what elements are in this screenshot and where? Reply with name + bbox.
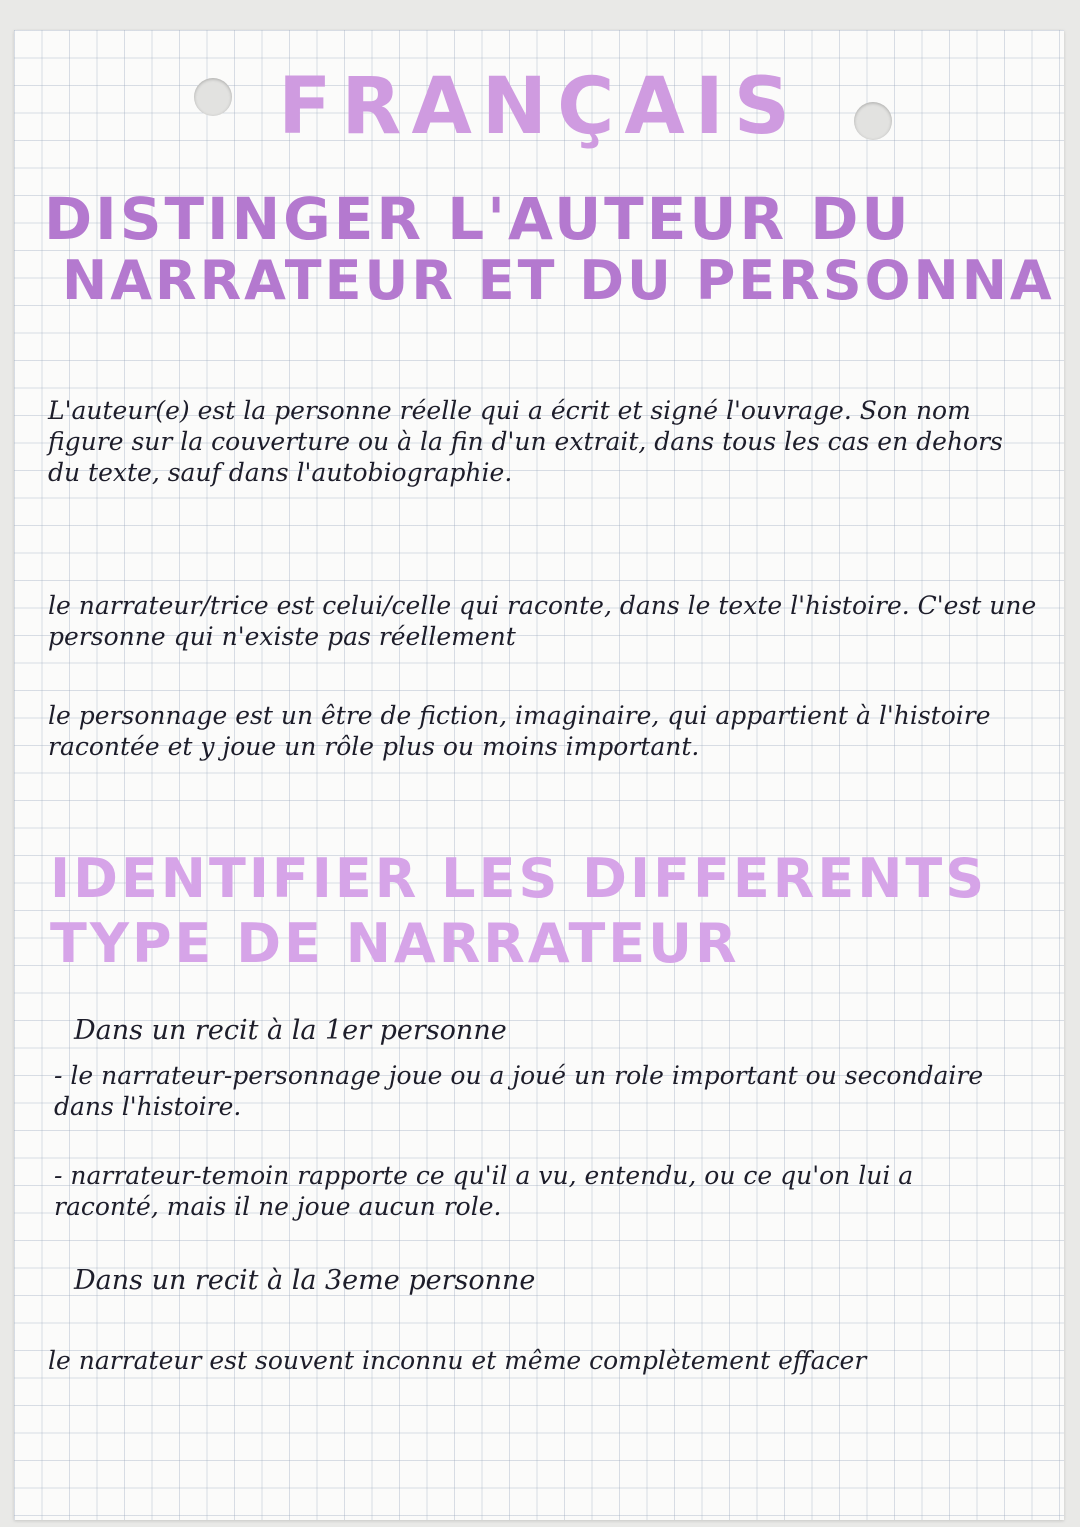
list-item-narrator-witness: - narrateur-temoin rapporte ce qu'il a vu, entendu, ou ce qu'on lui a raconté, mais il ne joue aucun role. (54, 1161, 914, 1221)
section-heading-distinguish-line2: NARRATEUR ET DU PERSONNA (62, 249, 1055, 312)
paragraph-character: le personnage est un être de fiction, imaginaire, qui appartient à l'histoire racontée et y joue un rôle plus ou moins important. (48, 701, 991, 761)
paragraph-narrator: le narrateur/trice est celui/celle qui raconte, dans le texte l'histoire. C'est une personne qui n'existe pas réellement (48, 591, 1037, 651)
section-heading-types-line1: IDENTIFIER LES DIFFERENTS (50, 847, 988, 910)
page-title: FRANÇAIS (278, 62, 800, 152)
paragraph-third-person: le narrateur est souvent inconnu et même complètement effacer (48, 1346, 867, 1375)
list-item-narrator-character: - le narrateur-personnage joue ou a joué un role important ou secondaire dans l'histoire. (54, 1061, 984, 1121)
third-person-label: Dans un recit à la 3eme personne (74, 1265, 536, 1296)
notebook-page (14, 30, 1064, 1520)
paragraph-author: L'auteur(e) est la personne réelle qui a écrit et signé l'ouvrage. Son nom figure sur la couverture ou à la fin d'un extrait, dans tous les cas en dehors du texte, sauf dans l'autobiographie. (48, 396, 1003, 487)
first-person-label: Dans un recit à la 1er personne (74, 1015, 507, 1046)
section-heading-types-line2: TYPE DE NARRATEUR (50, 912, 740, 975)
section-heading-distinguish-line1: DISTINGER L'AUTEUR DU (44, 185, 912, 253)
